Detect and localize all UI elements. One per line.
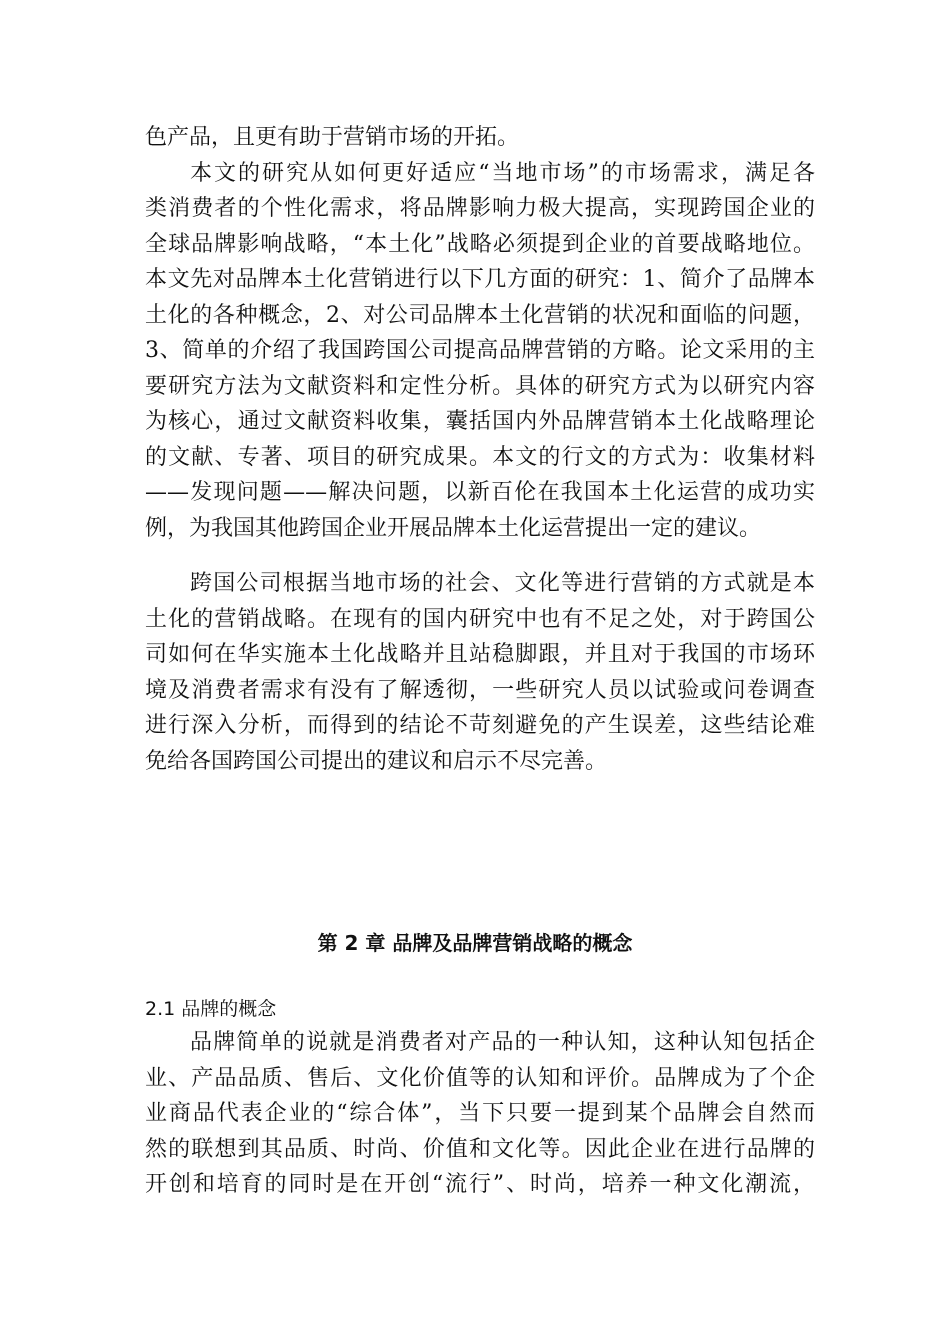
- text-line: 本文的研究从如何更好适应“当地市场”的市场需求，满足各: [190, 160, 815, 186]
- paragraph-localization-strategy: [145, 566, 815, 779]
- text-line: 进行深入分析，而得到的结论不苛刻避免的产生误差，这些结论难: [145, 713, 815, 738]
- text-line: 业、产品品质、售后、文化价值等的认知和评价。品牌成为了个企: [145, 1065, 815, 1091]
- text-line: 例，为我国其他跨国企业开展品牌本土化运营提出一定的建议。: [145, 515, 762, 541]
- text-line: 为核心，通过文献资料收集，囊括国内外品牌营销本土化战略理论: [145, 409, 815, 434]
- paragraph-continuation: [145, 120, 815, 156]
- text-line: 类消费者的个性化需求，将品牌影响力极大提高，实现跨国企业的: [145, 196, 815, 221]
- text-line: 全球品牌影响战略，“本土化”战略必须提到企业的首要战略地位。: [145, 231, 815, 257]
- text-line: 业商品代表企业的“综合体”，当下只要一提到某个品牌会自然而: [145, 1101, 815, 1126]
- text-line: 3、简单的介绍了我国跨国公司提高品牌营销的方略。论文采用的主: [145, 338, 815, 363]
- paragraph-research-purpose: [145, 156, 815, 547]
- text-line: 本文先对品牌本土化营销进行以下几方面的研究：1、简介了品牌本: [145, 267, 815, 292]
- paragraph-brand-concept: [145, 1025, 815, 1203]
- text-line: 土化的各种概念，2、对公司品牌本土化营销的状况和面临的问题，: [145, 302, 815, 328]
- text-line: 免给各国跨国公司提出的建议和启示不尽完善。: [145, 748, 608, 774]
- chapter-heading: 第 2 章 品牌及品牌营销战略的概念: [317, 931, 633, 955]
- text-line: 品牌简单的说就是消费者对产品的一种认知，这种认知包括企: [190, 1030, 815, 1055]
- text-line: 色产品，且更有助于营销市场的开拓。: [145, 125, 520, 150]
- text-line: 然的联想到其品质、时尚、价值和文化等。因此企业在进行品牌的: [145, 1136, 815, 1162]
- text-line: 司如何在华实施本土化战略并且站稳脚跟，并且对于我国的市场环: [145, 642, 815, 667]
- text-line: ——发现问题——解决问题，以新百伦在我国本土化运营的成功实: [145, 480, 815, 505]
- text-line: 土化的营销战略。在现有的国内研究中也有不足之处，对于跨国公: [145, 606, 815, 632]
- text-line: 要研究方法为文献资料和定性分析。具体的研究方式为以研究内容: [145, 373, 815, 399]
- text-line: 跨国公司根据当地市场的社会、文化等进行营销的方式就是本: [190, 571, 815, 596]
- text-line: 境及消费者需求有没有了解透彻，一些研究人员以试验或问卷调查: [145, 677, 815, 703]
- text-line: 开创和培育的同时是在开创“流行”、时尚，培养一种文化潮流，: [145, 1172, 815, 1197]
- text-line: 的文献、专著、项目的研究成果。本文的行文的方式为：收集材料: [145, 444, 815, 470]
- section-heading: 2.1 品牌的概念: [145, 998, 277, 1020]
